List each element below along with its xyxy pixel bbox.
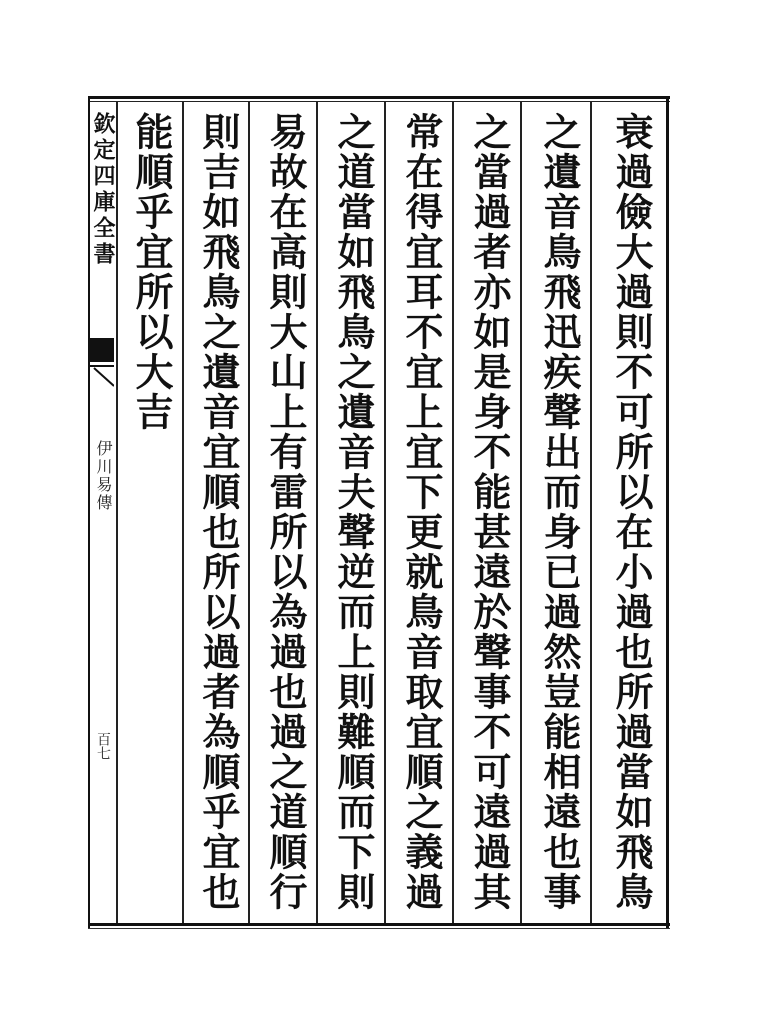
text-column-2	[526, 112, 592, 922]
frame-right-border	[666, 96, 669, 928]
text-column-7	[185, 112, 251, 922]
column-text: 常在得宜耳不宜上宜下更就鳥音取宜順之義過	[399, 112, 444, 912]
column-text: 之遺音鳥飛迅疾聲出而身已過然豈能相遠也事	[537, 112, 582, 912]
fishtail-lines-icon	[90, 364, 114, 388]
column-text: 能順乎宜所以大吉	[129, 112, 174, 432]
column-text: 之道當如飛鳥之遺音夫聲逆而上則難順而下則	[331, 112, 376, 912]
fishtail-mark-icon	[90, 338, 114, 362]
column-text: 之當過者亦如是身不能甚遠於聲事不可遠過其	[467, 112, 512, 912]
text-column-6	[252, 112, 318, 922]
frame-bottom-inner-border	[88, 928, 670, 929]
text-column-1	[598, 112, 664, 922]
text-column-4	[388, 112, 454, 922]
text-column-5	[320, 112, 386, 922]
text-column-8	[118, 112, 184, 922]
text-column-3	[456, 112, 522, 922]
book-title: 伊川易傳	[94, 440, 113, 512]
frame-bottom-border	[88, 923, 670, 926]
frame-top-border	[88, 96, 670, 99]
page-number: 百七	[95, 732, 111, 760]
frame-top-inner-border	[88, 101, 670, 102]
column-text: 則吉如飛鳥之遺音宜順也所以過者為順乎宜也	[196, 112, 241, 912]
column-text: 衰過儉大過則不可所以在小過也所過當如飛鳥	[609, 112, 654, 912]
column-text: 易故在高則大山上有雷所以為過也過之道順行	[263, 112, 308, 912]
collection-title: 欽定四庫全書	[90, 112, 116, 268]
